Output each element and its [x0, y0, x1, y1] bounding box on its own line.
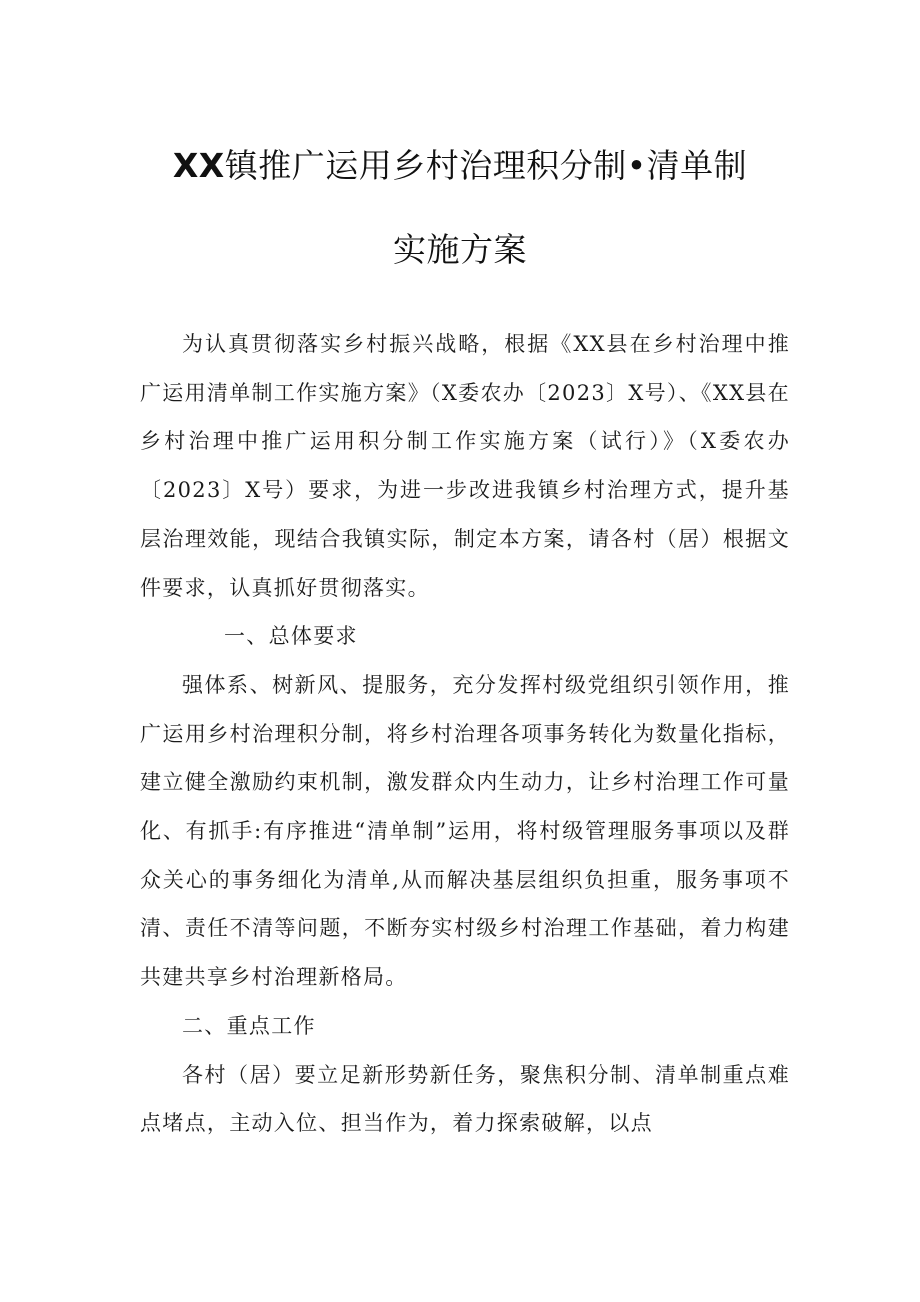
section-1-heading: 一、总体要求: [224, 624, 358, 649]
intro-paragraph: 为认真贯彻落实乡村振兴战略，根据《XX县在乡村治理中推广运用清单制工作实施方案》（X委农办〔2023〕X号）、《XX县在乡村治理中推广运用积分制工作实施方案（试行）》（X委农办〔2023〕X号）要求，为进一步改进我镇乡村治理方式，提升基层治理效能，现结合我镇实际，制定本方案，请各村（居）根据文件要求，认真抓好贯彻落实。: [140, 332, 790, 600]
section-1-paragraph: 强体系、树新风、提服务，充分发挥村级党组织引领作用，推广运用乡村治理积分制，将乡村治理各项事务转化为数量化指标，建立健全激励约束机制，激发群众内生动力，让乡村治理工作可量化、有抓手:有序推进“清单制”运用，将村级管理服务事项以及群众关心的事务细化为清单,从而解决基层组织负担重，服务事项不清、责任不清等问题，不断夯实村级乡村治理工作基础，着力构建共建共享乡村治理新格局。: [140, 672, 790, 990]
section-2-paragraph: 各村（居）要立足新形势新任务，聚焦积分制、清单制重点难点堵点，主动入位、担当作为，着力探索破解，以点: [140, 1062, 790, 1136]
document-body: [140, 320, 790, 1148]
title-line-1-text: 镇推广运用乡村治理积分制•清单制: [224, 146, 748, 185]
section-2-heading: 二、重点工作: [182, 1013, 316, 1038]
document-title-line-2: 实施方案: [393, 230, 527, 269]
title-prefix: XX: [172, 146, 225, 185]
document-title-line-1: [0, 140, 920, 187]
